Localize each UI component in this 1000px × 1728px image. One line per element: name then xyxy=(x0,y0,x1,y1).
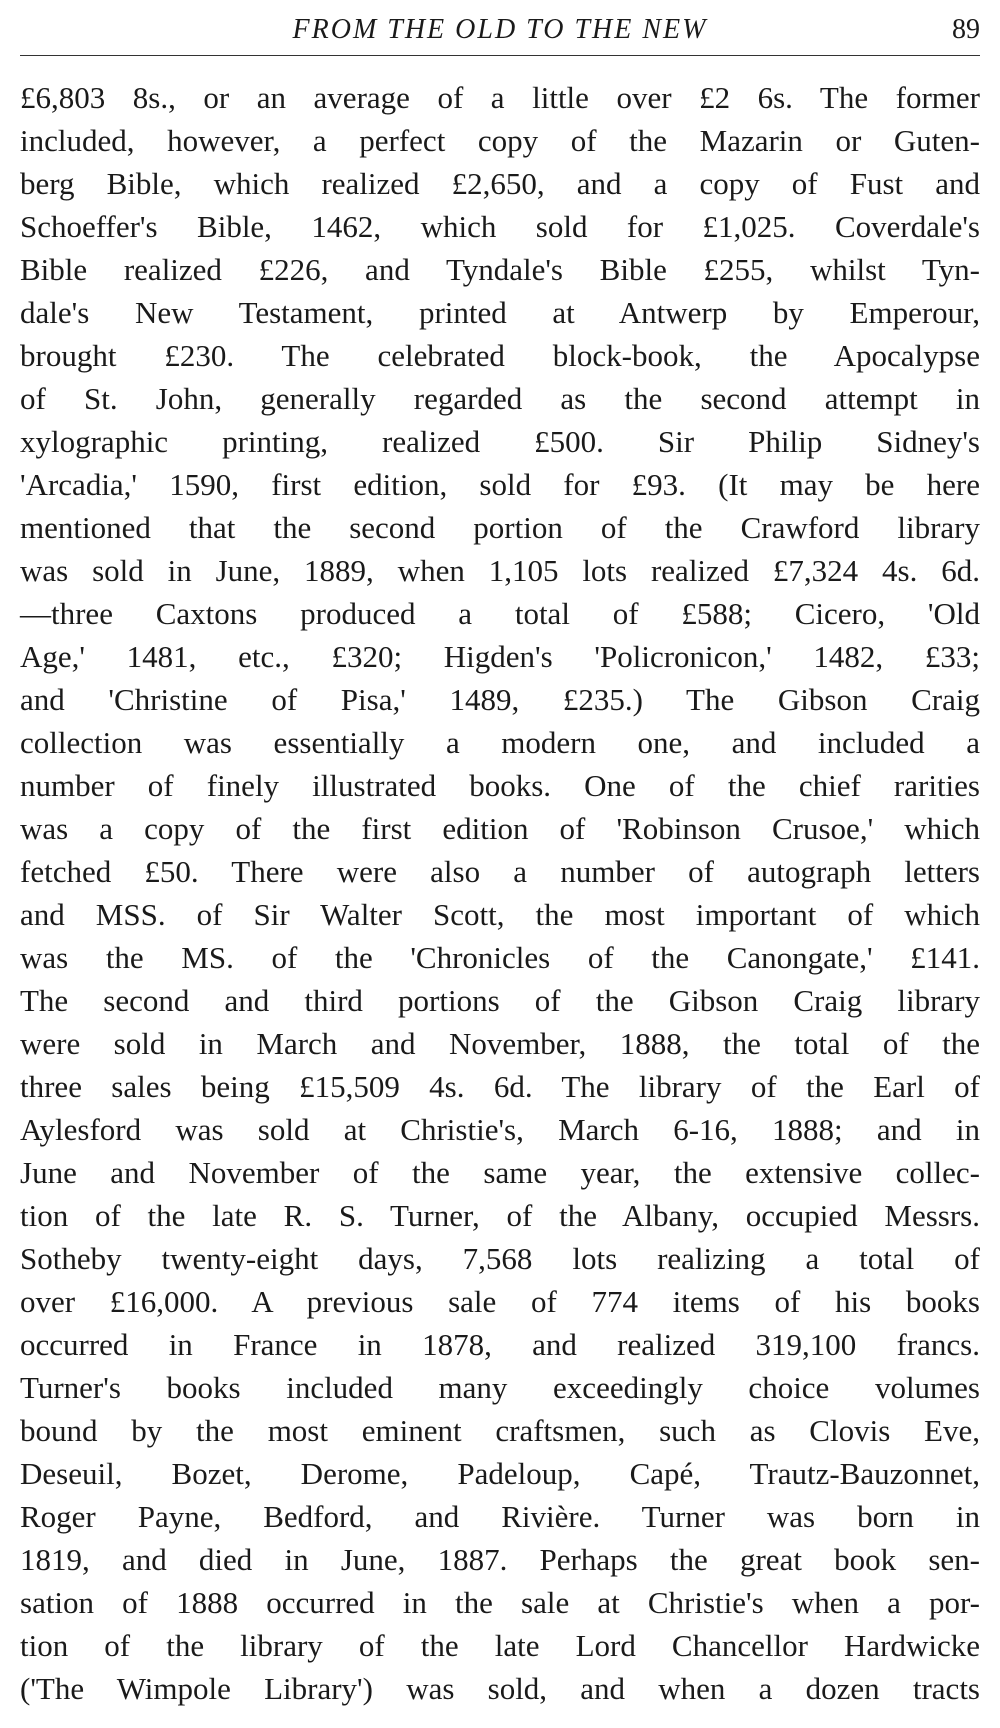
text-line: fetched £50. There were also a number of autograph letters xyxy=(20,854,980,889)
text-line: Aylesford was sold at Christie's, March 6-16, 1888; and in xyxy=(20,1112,980,1147)
page-number: 89 xyxy=(952,14,980,45)
text-line: three sales being £15,509 4s. 6d. The library of the Earl of xyxy=(20,1069,980,1104)
text-line: sation of 1888 occurred in the sale at Christie's when a por- xyxy=(20,1585,980,1620)
text-line: bound by the most eminent craftsmen, such as Clovis Eve, xyxy=(20,1413,980,1448)
text-line: Schoeffer's Bible, 1462, which sold for £1,025. Coverdale's xyxy=(20,209,980,244)
text-line: number of finely illustrated books. One of the chief rarities xyxy=(20,768,980,803)
body-text xyxy=(20,76,980,1710)
text-line: Roger Payne, Bedford, and Rivière. Turner was born in xyxy=(20,1499,980,1534)
text-line: 'Arcadia,' 1590, first edition, sold for £93. (It may be here xyxy=(20,467,980,502)
text-line: Age,' 1481, etc., £320; Higden's 'Policronicon,' 1482, £33; xyxy=(20,639,980,674)
text-line: brought £230. The celebrated block-book, the Apocalypse xyxy=(20,338,980,373)
text-line: was the MS. of the 'Chronicles of the Canongate,' £141. xyxy=(20,940,980,975)
running-head xyxy=(20,10,980,50)
text-line: tion of the library of the late Lord Chancellor Hardwicke xyxy=(20,1628,980,1663)
text-line: Turner's books included many exceedingly choice volumes xyxy=(20,1370,980,1405)
text-line: and MSS. of Sir Walter Scott, the most important of which xyxy=(20,897,980,932)
text-line: Sotheby twenty-eight days, 7,568 lots realizing a total of xyxy=(20,1241,980,1276)
text-line: ('The Wimpole Library') was sold, and when a dozen tracts xyxy=(20,1671,980,1706)
header-rule xyxy=(20,55,980,56)
text-line: included, however, a perfect copy of the Mazarin or Guten- xyxy=(20,123,980,158)
text-line: was a copy of the first edition of 'Robinson Crusoe,' which xyxy=(20,811,980,846)
text-line: collection was essentially a modern one, and included a xyxy=(20,725,980,760)
text-line: Deseuil, Bozet, Derome, Padeloup, Capé, Trautz-Bauzonnet, xyxy=(20,1456,980,1491)
text-line: The second and third portions of the Gibson Craig library xyxy=(20,983,980,1018)
text-line: and 'Christine of Pisa,' 1489, £235.) The Gibson Craig xyxy=(20,682,980,717)
text-line: of St. John, generally regarded as the second attempt in xyxy=(20,381,980,416)
text-line: was sold in June, 1889, when 1,105 lots realized £7,324 4s. 6d. xyxy=(20,553,980,588)
text-line: Bible realized £226, and Tyndale's Bible £255, whilst Tyn- xyxy=(20,252,980,287)
text-line: June and November of the same year, the extensive collec- xyxy=(20,1155,980,1190)
text-line: —three Caxtons produced a total of £588; Cicero, 'Old xyxy=(20,596,980,631)
text-line: tion of the late R. S. Turner, of the Albany, occupied Messrs. xyxy=(20,1198,980,1233)
text-line: mentioned that the second portion of the Crawford library xyxy=(20,510,980,545)
text-line: 1819, and died in June, 1887. Perhaps the great book sen- xyxy=(20,1542,980,1577)
text-line: xylographic printing, realized £500. Sir Philip Sidney's xyxy=(20,424,980,459)
text-line: berg Bible, which realized £2,650, and a copy of Fust and xyxy=(20,166,980,201)
text-line: dale's New Testament, printed at Antwerp by Emperour, xyxy=(20,295,980,330)
text-line: occurred in France in 1878, and realized 319,100 francs. xyxy=(20,1327,980,1362)
text-line: over £16,000. A previous sale of 774 items of his books xyxy=(20,1284,980,1319)
text-line: £6,803 8s., or an average of a little over £2 6s. The former xyxy=(20,80,980,115)
text-line: were sold in March and November, 1888, the total of the xyxy=(20,1026,980,1061)
running-title: FROM THE OLD TO THE NEW xyxy=(292,14,708,45)
